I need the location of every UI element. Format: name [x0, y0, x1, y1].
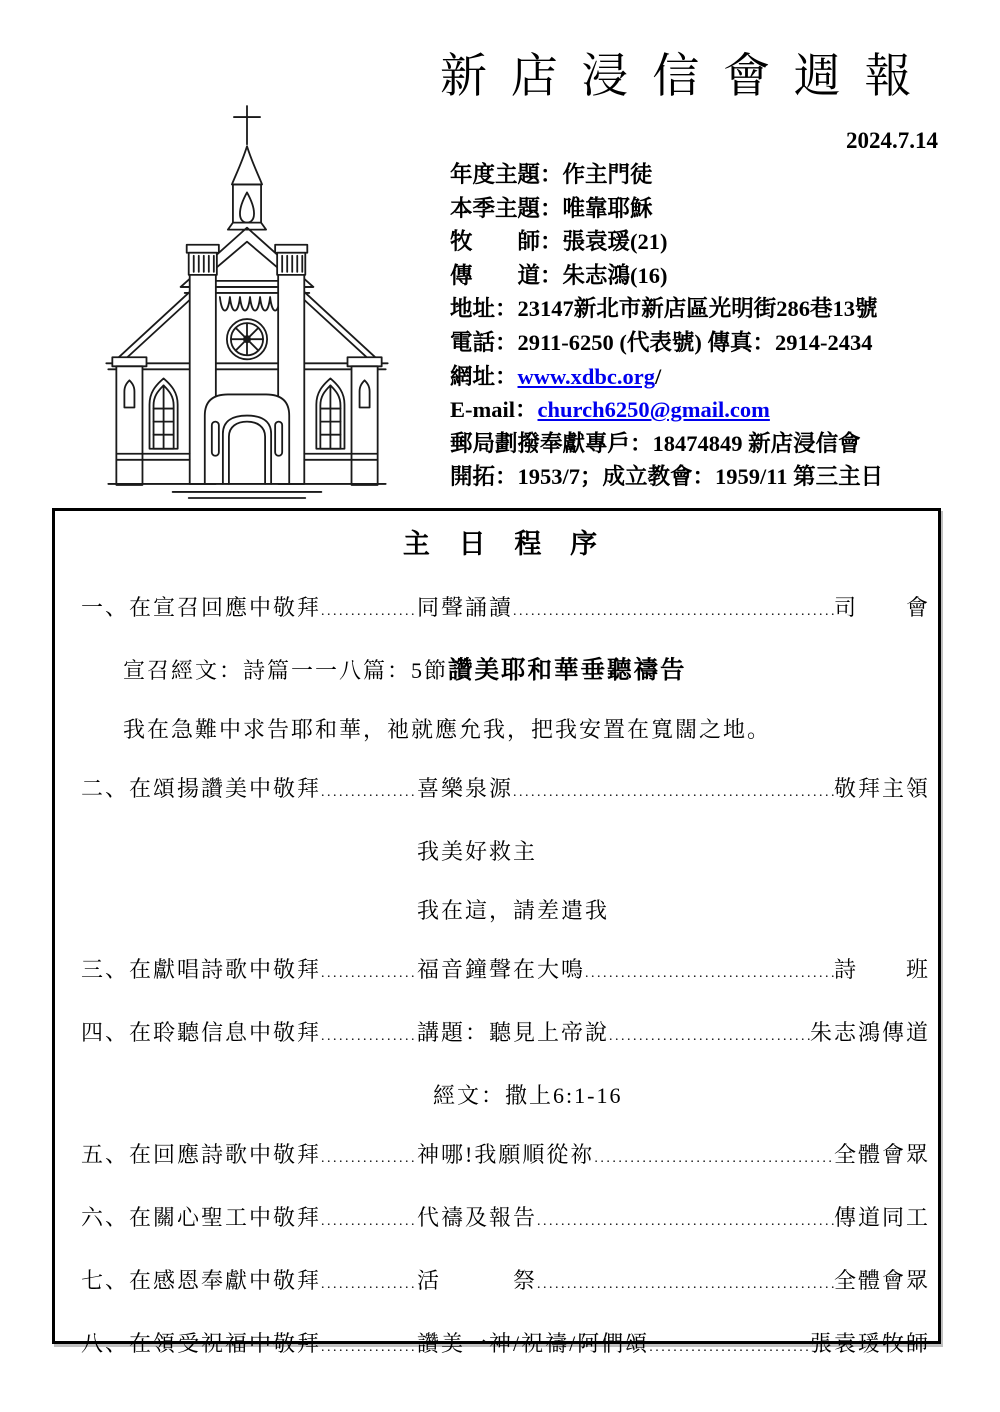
church-illustration-svg: [86, 100, 408, 502]
program-leader: 敬拜主領: [833, 776, 930, 801]
program-row-4: [81, 1020, 930, 1049]
info-founding: 開拓：1953/7；成立教會：1959/11 第三主日: [450, 464, 884, 490]
program-row-8: [81, 1331, 930, 1360]
email-label: E-mail：: [450, 397, 538, 423]
program-leader: 全體會眾: [833, 1268, 930, 1293]
email-link[interactable]: church6250@gmail.com: [537, 397, 770, 423]
hymn-line-1: 我美好救主: [417, 839, 538, 864]
dot-leader: [537, 1272, 834, 1297]
info-website: [450, 360, 883, 394]
program-item: 神哪!我願順從祢: [417, 1142, 595, 1167]
program-item: 代禱及報告: [417, 1205, 538, 1230]
program-leader: 全體會眾: [833, 1142, 930, 1167]
website-suffix: /: [655, 363, 662, 389]
dot-leader: [321, 1272, 417, 1297]
info-address: 地址：23147新北市新店區光明街286巷13號: [450, 296, 878, 322]
website-label: 網址：: [450, 363, 518, 389]
program-leader: 朱志鴻傳道: [809, 1020, 930, 1045]
program-activity: 七、在感恩奉獻中敬拜: [81, 1268, 322, 1293]
info-postal-account: 郵局劃撥奉獻專戶：18474849 新店浸信會: [450, 430, 861, 456]
program-item: 讚美一神/祝禱/阿們頌: [417, 1331, 650, 1356]
dot-leader: [321, 780, 417, 805]
program-row-7: [81, 1268, 930, 1297]
program-activity: 四、在聆聽信息中敬拜: [81, 1020, 322, 1045]
dot-leader: [594, 1146, 834, 1171]
hymn-line-2: 我在這，請差遣我: [417, 898, 610, 923]
program-item: 福音鐘聲在大鳴: [417, 957, 586, 982]
program-activity: 五、在回應詩歌中敬拜: [81, 1142, 322, 1167]
program-leader: 傳道同工: [833, 1205, 930, 1230]
program-activity: 六、在關心聖工中敬拜: [81, 1205, 322, 1230]
dot-leader: [609, 1024, 810, 1049]
call-scripture-line: [123, 658, 930, 683]
issue-date: 2024.7.14: [846, 128, 938, 153]
program-leader: 張袁瑗牧師: [809, 1331, 930, 1356]
dot-leader: [513, 780, 834, 805]
dot-leader: [321, 1146, 417, 1171]
program-activity: 八、在領受祝福中敬拜: [81, 1331, 322, 1356]
info-season-theme: 本季主題：唯靠耶穌: [450, 195, 653, 221]
dot-leader: [321, 1335, 417, 1360]
dot-leader: [321, 961, 417, 986]
program-item: 講題：聽見上帝說: [417, 1020, 610, 1045]
program-leader: 司 會: [833, 595, 930, 620]
dot-leader: [537, 1209, 834, 1234]
call-scripture-text: 我在急難中求告耶和華，祂就應允我，把我安置在寬闊之地。: [123, 717, 772, 742]
sermon-scripture: 經文：撒上6:1-16: [433, 1083, 623, 1108]
dot-leader: [513, 599, 834, 624]
dot-leader: [321, 1024, 417, 1049]
dot-leader: [321, 1209, 417, 1234]
cross-icon: [234, 106, 260, 144]
dot-leader: [649, 1335, 810, 1360]
info-email: [450, 393, 883, 427]
church-illustration: [86, 100, 408, 502]
program-activity: 二、在頌揚讚美中敬拜: [81, 776, 322, 801]
call-scripture-prefix: 宣召經文：詩篇一一八篇：5節: [123, 658, 449, 683]
website-link[interactable]: www.xdbc.org: [517, 363, 656, 389]
info-year-theme: 年度主題：作主門徒: [450, 162, 653, 187]
program-activity: 一、在宣召回應中敬拜: [81, 595, 322, 620]
program-item: 活 祭: [417, 1268, 538, 1293]
program-row-1: [81, 595, 930, 624]
sunday-program-box: [52, 508, 941, 1356]
program-item: 同聲誦讀: [417, 595, 514, 620]
program-row-6: [81, 1205, 930, 1234]
program-leader: 詩 班: [833, 957, 930, 982]
church-info-block: [450, 158, 883, 494]
dot-leader: [585, 961, 834, 986]
program-heading: 主 日 程 序: [402, 529, 609, 559]
info-phone-fax: 電話：2911-6250 (代表號) 傳真：2914-2434: [450, 329, 873, 355]
program-item: 喜樂泉源: [417, 776, 514, 801]
program-row-3: [81, 957, 930, 986]
program-row-5: [81, 1142, 930, 1171]
program-row-2: [81, 776, 930, 805]
page-title: 新 店 浸 信 會 週 報: [440, 51, 918, 103]
info-pastor: 牧 師：張袁瑗(21): [450, 229, 668, 255]
info-minister: 傳 道：朱志鴻(16): [450, 262, 668, 288]
call-scripture-title: 讚美耶和華垂聽禱告: [448, 657, 687, 684]
program-activity: 三、在獻唱詩歌中敬拜: [81, 957, 322, 982]
dot-leader: [321, 599, 417, 624]
